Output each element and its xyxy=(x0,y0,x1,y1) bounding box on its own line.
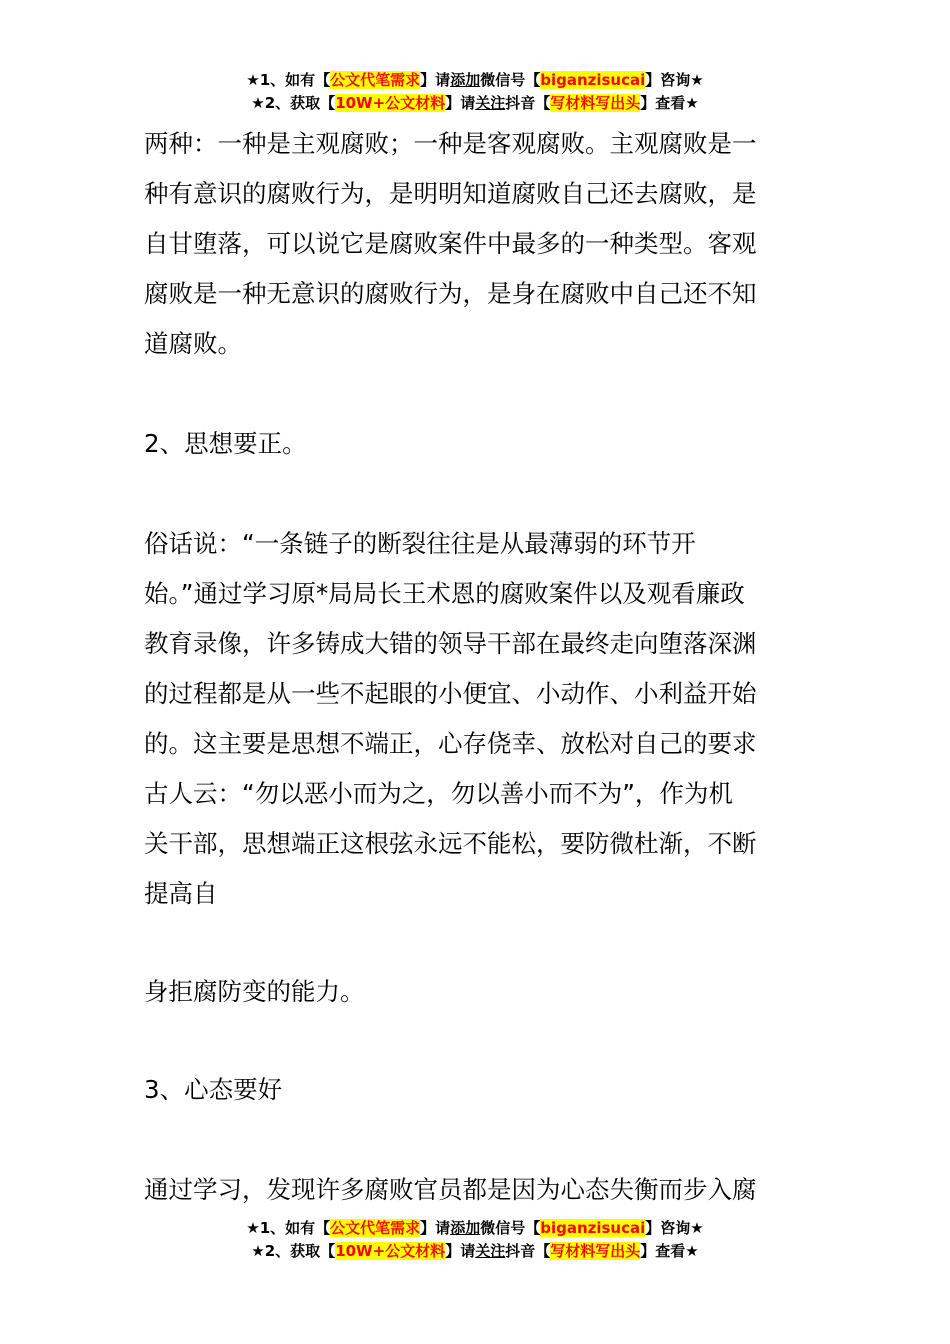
banner-line1-underline: 添加 xyxy=(450,1219,481,1237)
banner-line1-highlight-wechat: biganzisucai xyxy=(540,1219,646,1237)
banner-line2-mid2: 抖音【 xyxy=(505,94,551,112)
paragraph-line: 道腐败。 xyxy=(144,329,242,358)
banner-line1-suffix: 】咨询★ xyxy=(645,1219,704,1237)
footer-banner xyxy=(0,1217,950,1263)
paragraph-line: 种有意识的腐败行为，是明明知道腐败自己还去腐败，是 xyxy=(144,179,757,208)
banner-line-1 xyxy=(0,69,950,92)
header-banner xyxy=(0,69,950,115)
paragraph-3 xyxy=(144,967,808,1017)
paragraph-line: 俗话说：“一条链子的断裂往往是从最薄弱的环节开 xyxy=(144,529,696,558)
banner-line1-prefix: ★1、如有【 xyxy=(246,1219,331,1237)
banner-line1-mid2: 微信号【 xyxy=(480,1219,541,1237)
banner-line1-mid1: 】请 xyxy=(420,71,451,89)
paragraph-line: 自甘堕落，可以说它是腐败案件中最多的一种类型。客观 xyxy=(144,229,757,258)
paragraph-line: 关干部，思想端正这根弦永远不能松，要防微杜渐，不断 xyxy=(144,829,757,858)
banner-line2-underline: 关注 xyxy=(475,1242,506,1260)
banner-line2-suffix: 】查看★ xyxy=(640,1242,699,1260)
heading-text: 2、思想要正。 xyxy=(144,429,307,458)
paragraph-line: 的。这主要是思想不端正，心存侥幸、放松对自己的要求 xyxy=(144,729,757,758)
banner-line-2 xyxy=(0,1240,950,1263)
banner-line1-highlight-wechat: biganzisucai xyxy=(540,71,646,89)
paragraph-line: 教育录像，许多铸成大错的领导干部在最终走向堕落深渊 xyxy=(144,629,757,658)
banner-line2-mid1: 】请 xyxy=(445,1242,476,1260)
section-heading-3 xyxy=(144,1065,808,1115)
banner-line1-highlight-service: 公文代笔需求 xyxy=(330,1219,421,1237)
banner-line1-mid1: 】请 xyxy=(420,1219,451,1237)
banner-line2-mid1: 】请 xyxy=(445,94,476,112)
banner-line1-suffix: 】咨询★ xyxy=(645,71,704,89)
paragraph-line: 腐败是一种无意识的腐败行为，是身在腐败中自己还不知 xyxy=(144,279,757,308)
paragraph-2 xyxy=(144,519,808,919)
banner-line1-mid2: 微信号【 xyxy=(480,71,541,89)
banner-line2-mid2: 抖音【 xyxy=(505,1242,551,1260)
banner-line1-underline: 添加 xyxy=(450,71,481,89)
banner-line-2 xyxy=(0,92,950,115)
paragraph-line: 两种：一种是主观腐败；一种是客观腐败。主观腐败是一 xyxy=(144,129,757,158)
banner-line2-suffix: 】查看★ xyxy=(640,94,699,112)
heading-text: 3、心态要好 xyxy=(144,1075,283,1104)
paragraph-line: 古人云：“勿以恶小而为之，勿以善小而不为”，作为机 xyxy=(144,779,733,808)
banner-line2-prefix: ★2、获取【 xyxy=(251,1242,336,1260)
paragraph-1 xyxy=(144,119,808,369)
banner-line2-highlight-douyin: 写材料写出头 xyxy=(550,94,641,112)
paragraph-4 xyxy=(144,1165,808,1215)
paragraph-line: 通过学习，发现许多腐败官员都是因为心态失衡而步入腐 xyxy=(144,1175,757,1204)
banner-line2-highlight-materials: 10W+公文材料 xyxy=(335,1242,446,1260)
banner-line1-prefix: ★1、如有【 xyxy=(246,71,331,89)
paragraph-line: 的过程都是从一些不起眼的小便宜、小动作、小利益开始 xyxy=(144,679,757,708)
banner-line2-prefix: ★2、获取【 xyxy=(251,94,336,112)
paragraph-line: 始。”通过学习原*局局长王术恩的腐败案件以及观看廉政 xyxy=(144,579,745,608)
banner-line2-highlight-douyin: 写材料写出头 xyxy=(550,1242,641,1260)
paragraph-line: 提高自 xyxy=(144,879,218,908)
banner-line2-highlight-materials: 10W+公文材料 xyxy=(335,94,446,112)
banner-line-1 xyxy=(0,1217,950,1240)
banner-line2-underline: 关注 xyxy=(475,94,506,112)
paragraph-line: 身拒腐防变的能力。 xyxy=(144,977,365,1006)
section-heading-2 xyxy=(144,419,808,469)
banner-line1-highlight-service: 公文代笔需求 xyxy=(330,71,421,89)
